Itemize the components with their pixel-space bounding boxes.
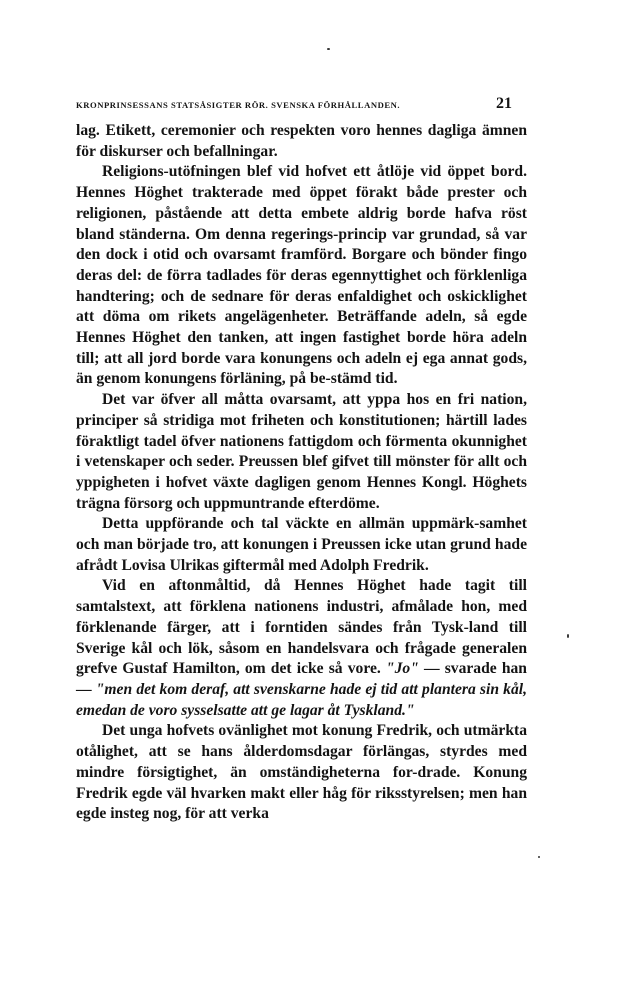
quote-jo: "Jo" — [385, 660, 419, 678]
paragraph: Religions-utöfningen blef vid hofvet ett åtlöje vid öppet bord. Hennes Höghet trakterade med öppet förakt både prester och religionen, påstående att detta embete aldrig borde hafva röst bland ständerna. Om denna regerings-princip var grundad, så var den dock i otid och ovarsamt framförd. Borgare och bönder fingo deras del: de förra tadlades för deras egennyttighet och förklenliga handtering; och de sednare för deras enfaldighet och oskicklighet att döma om rikets angelägenheter. Beträffande adeln, så egde Hennes Höghet den tanken, att ingen fastighet borde höra adeln till; att all jord borde vara konungens och adeln ej ega annat gods, än genom konungens förläning, på be-stämd tid. — [76, 163, 527, 388]
paragraph: lag. Etikett, ceremonier och respekten voro hennes dagliga ämnen för diskurser och befallningar. — [76, 122, 527, 160]
speck-mark — [538, 856, 540, 858]
page-number: 21 — [496, 95, 512, 112]
speck-mark — [327, 48, 330, 50]
paragraph: Detta uppförande och tal väckte en allmän uppmärk-samhet och man började tro, att konungen i Preussen icke utan grund hade afrådt Lovisa Ulrikas giftermål med Adolph Fredrik. — [76, 515, 527, 574]
speck-mark — [567, 634, 569, 638]
paragraph-text: — svarade han — — [76, 660, 527, 698]
running-head-title: KRONPRINSESSANS STATSÅSIGTER RÖR. SVENSKA FÖRHÅLLANDEN. — [76, 100, 401, 110]
paragraph-text: Vid en aftonmåltid, då Hennes Höghet hade tagit till samtalstext, att förklena nationens industri, afmålade hon, med förklenande färger, att i forntiden sändes från Tysk-land till Sverige kål och lök, såsom en handelsvara och frågade generalen grefve Gustaf Hamilton, om det icke så vore. — [76, 577, 527, 678]
paragraph: Det unga hofvets ovänlighet mot konung Fredrik, och utmärkta otålighet, att se hans ålderdomsdagar förlängas, styrdes med mindre försigtighet, än omständigheterna for-drade. Konung Fredrik egde väl hvarken makt eller håg för riksstyrelsen; men han egde insteg nog, för att verka — [76, 722, 527, 823]
running-head — [76, 96, 512, 116]
quote-reply: "men det kom deraf, att svenskarne hade ej tid att plantera sin kål, emedan de voro sysselsatte att ge lagar åt Tyskland." — [76, 680, 527, 719]
body-text — [76, 121, 527, 825]
paragraph: Det var öfver all måtta ovarsamt, att yppa hos en fri nation, principer så stridiga mot friheten och konstitutionen; härtill lades föraktligt tadel öfver nationens fattigdom och förmenta okunnighet i vetenskaper och seder. Preussen blef gifvet till mönster för allt och yppigheten i hofvet växte dagligen genom Hennes Kongl. Höghets trägna försorg och uppmuntrande efterdöme. — [76, 391, 527, 512]
paragraph-with-quote — [76, 576, 527, 721]
